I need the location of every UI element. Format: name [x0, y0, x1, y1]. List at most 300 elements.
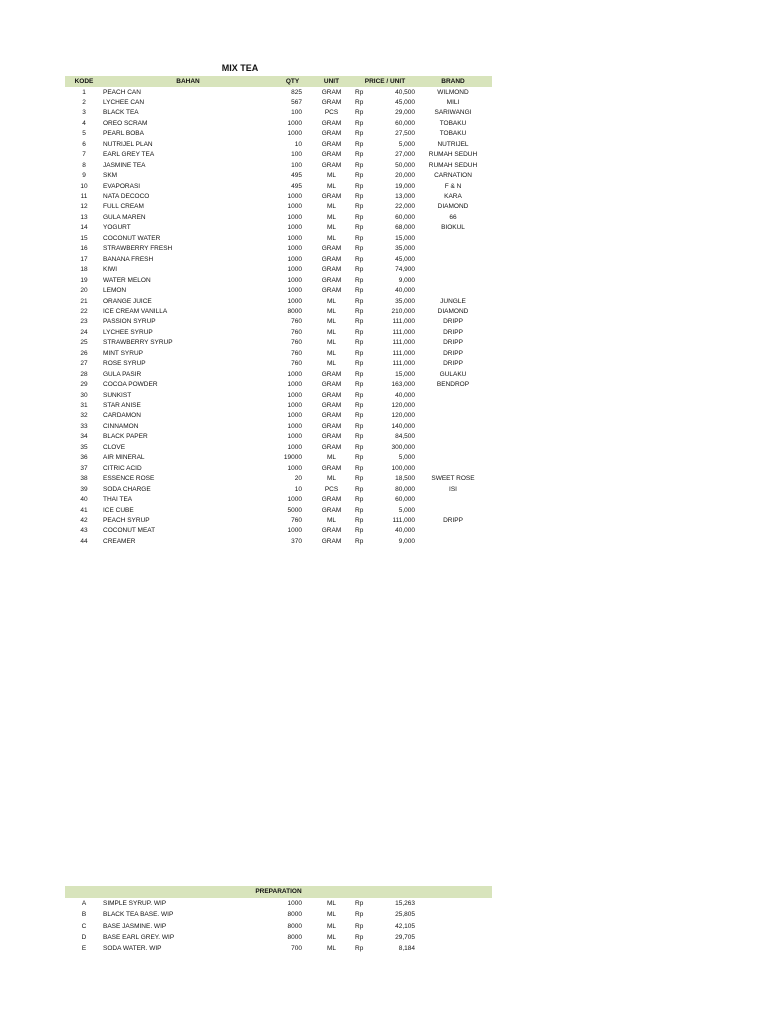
cell-kode: 35 [80, 443, 88, 451]
cell-kode: 4 [82, 119, 86, 127]
cell-unit: GRAM [321, 496, 342, 504]
cell-bahan: ESSENCE ROSE [103, 475, 155, 483]
table-row [65, 223, 492, 234]
table-row [65, 495, 492, 506]
cell-kode: C [81, 922, 87, 930]
sheet-title: MIX TEA [221, 63, 259, 73]
cell-price: 60,000 [395, 496, 415, 504]
table-row [65, 411, 492, 422]
cell-unit: ML [326, 328, 337, 336]
cell-unit: GRAM [321, 370, 342, 378]
header-kode: KODE [74, 78, 94, 85]
cell-currency: Rp [355, 433, 364, 441]
cell-bahan: NATA DECOCO [103, 193, 150, 200]
cell-bahan: ORANGE JUICE [103, 297, 152, 305]
table-row [65, 244, 492, 255]
cell-kode: 37 [80, 464, 88, 472]
cell-kode: 23 [80, 318, 88, 326]
cell-currency: Rp [355, 213, 364, 221]
cell-bahan: NUTRIJEL PLAN [103, 140, 153, 148]
cell-price: 5,000 [398, 454, 415, 462]
cell-unit: ML [326, 900, 337, 907]
cell-bahan: AIR MINERAL [103, 454, 145, 462]
table-row [65, 474, 492, 485]
cell-bahan: OREO SCRAM [103, 119, 148, 127]
cell-currency: Rp [355, 922, 364, 930]
cell-bahan: STRAWBERRY FRESH [103, 245, 173, 253]
cell-price: 84,500 [395, 433, 415, 441]
cell-kode: 39 [80, 485, 88, 493]
cell-currency: Rp [355, 119, 364, 127]
cell-price: 40,500 [395, 88, 415, 96]
cell-qty: 825 [291, 88, 302, 96]
table-row [65, 380, 492, 391]
cell-price: 68,000 [395, 224, 415, 232]
cell-price: 15,263 [395, 900, 415, 907]
cell-unit: GRAM [321, 88, 342, 96]
cell-brand: 66 [449, 213, 457, 221]
cell-kode: 20 [80, 287, 88, 295]
cell-unit: GRAM [321, 119, 342, 127]
cell-qty: 1000 [287, 391, 302, 399]
preparation-row [65, 922, 492, 933]
table-row [65, 286, 492, 297]
cell-price: 9,000 [398, 537, 415, 545]
cell-kode: 34 [80, 433, 88, 441]
cell-unit: ML [326, 475, 337, 483]
cell-brand: DRIPP [443, 349, 463, 357]
cell-currency: Rp [355, 422, 364, 430]
table-row [65, 359, 492, 370]
cell-unit: ML [326, 318, 337, 326]
cell-unit: GRAM [321, 527, 342, 535]
cell-brand: DRIPP [443, 318, 463, 326]
cell-kode: 17 [80, 255, 88, 263]
cell-brand: KARA [444, 193, 462, 200]
cell-currency: Rp [355, 266, 364, 274]
cell-qty: 1000 [287, 287, 302, 295]
cell-unit: ML [326, 360, 337, 368]
cell-price: 15,000 [395, 370, 415, 378]
cell-kode: 2 [82, 98, 86, 106]
cell-brand: RUMAH SEDUH [428, 161, 478, 169]
cell-unit: ML [326, 224, 337, 232]
cell-currency: Rp [355, 506, 364, 514]
header-bahan: BAHAN [176, 78, 200, 85]
cell-brand: JUNGLE [440, 297, 466, 305]
cell-kode: B [81, 911, 87, 919]
cell-brand: SWEET ROSE [431, 475, 475, 483]
cell-bahan: LEMON [103, 287, 127, 295]
cell-price: 13,000 [395, 193, 415, 200]
table-row [65, 526, 492, 537]
table-row [65, 537, 492, 548]
cell-price: 74,900 [395, 266, 415, 274]
cell-price: 15,000 [395, 234, 415, 242]
cell-bahan: STRAWBERRY SYRUP [103, 339, 173, 347]
cell-bahan: MINT SYRUP [103, 349, 143, 357]
table-row [65, 391, 492, 402]
cell-price: 140,000 [391, 422, 415, 430]
cell-price: 100,000 [391, 464, 415, 472]
cell-price: 5,000 [398, 140, 415, 148]
cell-bahan: PASSION SYRUP [103, 318, 156, 326]
cell-kode: 18 [80, 266, 88, 274]
cell-qty: 760 [291, 349, 302, 357]
cell-bahan: SODA WATER. WIP [103, 945, 162, 953]
cell-bahan: BASE JASMINE. WIP [103, 922, 167, 930]
cell-price: 40,000 [395, 527, 415, 535]
cell-bahan: GULA MAREN [103, 213, 146, 221]
cell-qty: 8000 [287, 307, 302, 315]
cell-unit: GRAM [321, 266, 342, 274]
cell-price: 27,500 [395, 130, 415, 138]
preparation-title: PREPARATION [255, 888, 302, 895]
cell-bahan: EVAPORASI [103, 182, 141, 190]
cell-currency: Rp [355, 109, 364, 117]
cell-price: 80,000 [395, 485, 415, 493]
table-header [65, 76, 492, 87]
cell-qty: 1000 [287, 496, 302, 504]
cell-unit: GRAM [321, 255, 342, 263]
cell-currency: Rp [355, 276, 364, 284]
cell-kode: 41 [80, 506, 88, 514]
cell-qty: 1000 [287, 433, 302, 441]
cell-price: 5,000 [398, 506, 415, 514]
cell-qty: 1000 [287, 130, 302, 138]
cell-price: 120,000 [391, 402, 415, 409]
cell-price: 42,105 [395, 922, 415, 930]
cell-currency: Rp [355, 297, 364, 305]
cell-currency: Rp [355, 527, 364, 535]
cell-currency: Rp [355, 360, 364, 368]
cell-unit: GRAM [321, 193, 342, 200]
preparation-row [65, 899, 492, 910]
cell-kode: 27 [80, 360, 88, 368]
table-row [65, 453, 492, 464]
cell-qty: 567 [291, 98, 302, 106]
cell-price: 35,000 [395, 245, 415, 253]
cell-currency: Rp [355, 182, 364, 190]
cell-brand: TOBAKU [439, 119, 467, 127]
cell-currency: Rp [355, 193, 364, 200]
cell-qty: 760 [291, 516, 302, 524]
table-row [65, 485, 492, 496]
cell-kode: 10 [80, 182, 88, 190]
cell-qty: 1000 [287, 900, 302, 907]
cell-kode: 16 [80, 245, 88, 253]
cell-bahan: YOGURT [103, 224, 131, 232]
cell-currency: Rp [355, 245, 364, 253]
cell-price: 9,000 [398, 276, 415, 284]
cell-unit: ML [326, 297, 337, 305]
cell-qty: 1000 [287, 464, 302, 472]
cell-bahan: CARDAMON [103, 412, 141, 420]
cell-unit: ML [326, 454, 337, 462]
cell-currency: Rp [355, 391, 364, 399]
cell-brand: BENDROP [436, 381, 470, 389]
cell-price: 111,000 [392, 360, 415, 368]
cell-price: 40,000 [395, 391, 415, 399]
cell-brand: RUMAH SEDUH [428, 151, 478, 159]
cell-brand: ISI [449, 485, 457, 493]
cell-price: 210,000 [391, 307, 415, 315]
table-row [65, 182, 492, 193]
cell-brand: BIOKUL [441, 224, 465, 232]
cell-qty: 495 [291, 182, 302, 190]
cell-qty: 8000 [287, 933, 302, 941]
cell-currency: Rp [355, 911, 364, 919]
cell-bahan: JASMINE TEA [103, 161, 146, 169]
table-row [65, 401, 492, 412]
cell-qty: 495 [291, 172, 302, 180]
cell-currency: Rp [355, 339, 364, 347]
table-row [65, 234, 492, 245]
header-unit: UNIT [323, 78, 340, 85]
cell-kode: 22 [80, 307, 88, 315]
cell-brand: DRIPP [443, 360, 463, 368]
cell-unit: ML [326, 945, 337, 953]
cell-unit: GRAM [321, 161, 342, 169]
cell-brand: F & N [444, 182, 462, 190]
cell-qty: 1000 [287, 370, 302, 378]
cell-qty: 1000 [287, 213, 302, 221]
cell-unit: ML [326, 516, 337, 524]
cell-bahan: CREAMER [103, 537, 136, 545]
cell-bahan: SIMPLE SYRUP. WIP [103, 900, 167, 907]
cell-unit: GRAM [321, 537, 342, 545]
cell-bahan: COCOA POWDER [103, 381, 158, 389]
cell-kode: 29 [80, 381, 88, 389]
cell-currency: Rp [355, 381, 364, 389]
table-row [65, 338, 492, 349]
cell-bahan: BANANA FRESH [103, 255, 154, 263]
cell-currency: Rp [355, 130, 364, 138]
cell-currency: Rp [355, 454, 364, 462]
cell-price: 29,000 [395, 109, 415, 117]
cell-brand: CARNATION [434, 172, 472, 180]
cell-qty: 1000 [287, 381, 302, 389]
cell-bahan: ROSE SYRUP [103, 360, 146, 368]
cell-currency: Rp [355, 402, 364, 409]
cell-currency: Rp [355, 151, 364, 159]
cell-bahan: CITRIC ACID [103, 464, 142, 472]
cell-kode: 9 [82, 172, 86, 180]
cell-unit: GRAM [321, 412, 342, 420]
cell-price: 18,500 [395, 475, 415, 483]
cell-bahan: COCONUT WATER [103, 234, 161, 242]
cell-currency: Rp [355, 475, 364, 483]
cell-qty: 20 [294, 475, 302, 483]
cell-unit: GRAM [321, 245, 342, 253]
cell-currency: Rp [355, 161, 364, 169]
table-row [65, 265, 492, 276]
table-row [65, 129, 492, 140]
cell-bahan: SODA CHARGE [103, 485, 151, 493]
cell-unit: GRAM [321, 506, 342, 514]
cell-qty: 1000 [287, 193, 302, 200]
cell-bahan: STAR ANISE [103, 402, 141, 409]
cell-bahan: WATER MELON [103, 276, 151, 284]
cell-kode: 7 [82, 151, 86, 159]
cell-bahan: THAI TEA [103, 496, 133, 504]
cell-qty: 1000 [287, 297, 302, 305]
cell-qty: 1000 [287, 422, 302, 430]
cell-price: 111,000 [392, 349, 415, 357]
cell-currency: Rp [355, 224, 364, 232]
table-row [65, 98, 492, 109]
cell-price: 111,000 [392, 318, 415, 326]
table-row [65, 202, 492, 213]
cell-bahan: COCONUT MEAT [103, 527, 156, 535]
cell-bahan: SUNKIST [103, 391, 132, 399]
cell-kode: 8 [82, 161, 86, 169]
cell-brand: TOBAKU [439, 130, 467, 138]
cell-unit: ML [326, 234, 337, 242]
cell-currency: Rp [355, 287, 364, 295]
cell-price: 45,000 [395, 98, 415, 106]
cell-currency: Rp [355, 464, 364, 472]
cell-price: 20,000 [395, 172, 415, 180]
cell-kode: 13 [80, 213, 88, 221]
header-price: PRICE / UNIT [364, 78, 406, 85]
cell-kode: 5 [82, 130, 86, 138]
cell-unit: ML [326, 307, 337, 315]
cell-qty: 100 [291, 109, 302, 117]
cell-price: 8,184 [398, 945, 415, 953]
cell-qty: 370 [291, 537, 302, 545]
cell-brand: NUTRIJEL [437, 140, 469, 148]
cell-brand: SARIWANGI [434, 109, 472, 117]
cell-qty: 10 [294, 485, 302, 493]
cell-currency: Rp [355, 234, 364, 242]
cell-kode: 6 [82, 140, 86, 148]
cell-currency: Rp [355, 900, 364, 907]
cell-unit: ML [326, 213, 337, 221]
cell-bahan: EARL GREY TEA [103, 151, 155, 159]
cell-kode: 40 [80, 496, 88, 504]
cell-bahan: PEACH CAN [103, 88, 141, 96]
cell-currency: Rp [355, 370, 364, 378]
cell-qty: 1000 [287, 266, 302, 274]
cell-qty: 19000 [283, 454, 302, 462]
cell-price: 40,000 [395, 287, 415, 295]
table-row [65, 349, 492, 360]
cell-kode: 36 [80, 454, 88, 462]
cell-currency: Rp [355, 328, 364, 336]
cell-currency: Rp [355, 496, 364, 504]
table-row [65, 192, 492, 203]
cell-currency: Rp [355, 98, 364, 106]
cell-bahan: FULL CREAM [103, 203, 144, 211]
table-row [65, 370, 492, 381]
table-row [65, 255, 492, 266]
table-row [65, 328, 492, 339]
cell-unit: GRAM [321, 443, 342, 451]
cell-qty: 1000 [287, 245, 302, 253]
cell-qty: 1000 [287, 276, 302, 284]
cell-bahan: ICE CREAM VANILLA [103, 307, 168, 315]
cell-qty: 1000 [287, 443, 302, 451]
cell-bahan: CINNAMON [103, 422, 139, 430]
cell-qty: 1000 [287, 412, 302, 420]
table-row [65, 317, 492, 328]
cell-bahan: LYCHEE SYRUP [103, 328, 153, 336]
table-row [65, 422, 492, 433]
table-row [65, 516, 492, 527]
cell-bahan: SKM [103, 172, 118, 180]
cell-unit: ML [326, 339, 337, 347]
cell-unit: GRAM [321, 464, 342, 472]
cell-kode: 3 [82, 109, 86, 117]
cell-kode: 21 [80, 297, 88, 305]
cell-qty: 1000 [287, 234, 302, 242]
cell-kode: D [81, 933, 87, 941]
cell-qty: 1000 [287, 527, 302, 535]
cell-bahan: CLOVE [103, 443, 126, 451]
cell-qty: 1000 [287, 119, 302, 127]
cell-brand: DRIPP [443, 339, 463, 347]
cell-unit: GRAM [321, 130, 342, 138]
cell-unit: GRAM [321, 276, 342, 284]
table-row [65, 307, 492, 318]
cell-unit: GRAM [321, 140, 342, 148]
cell-qty: 8000 [287, 922, 302, 930]
cell-bahan: ICE CUBE [103, 506, 134, 514]
cell-kode: 28 [80, 370, 88, 378]
cell-price: 22,000 [395, 203, 415, 211]
cell-currency: Rp [355, 318, 364, 326]
cell-price: 19,000 [395, 182, 415, 190]
cell-brand: GULAKU [439, 370, 467, 378]
cell-currency: Rp [355, 412, 364, 420]
cell-kode: 42 [80, 516, 88, 524]
preparation-row [65, 944, 492, 955]
header-brand: BRAND [441, 78, 465, 85]
cell-currency: Rp [355, 485, 364, 493]
cell-brand: DRIPP [443, 516, 463, 524]
cell-unit: PCS [324, 109, 339, 117]
cell-kode: 24 [80, 328, 88, 336]
cell-brand: DIAMOND [437, 307, 469, 315]
cell-currency: Rp [355, 537, 364, 545]
table-row [65, 506, 492, 517]
cell-kode: 26 [80, 349, 88, 357]
cell-bahan: BLACK TEA [103, 109, 139, 117]
table-row [65, 119, 492, 130]
cell-price: 300,000 [391, 443, 415, 451]
cell-unit: GRAM [321, 98, 342, 106]
table-row [65, 276, 492, 287]
cell-brand: DIAMOND [437, 203, 469, 211]
preparation-row [65, 933, 492, 944]
cell-unit: ML [326, 182, 337, 190]
cell-price: 120,000 [391, 412, 415, 420]
table-row [65, 213, 492, 224]
cell-unit: GRAM [321, 287, 342, 295]
cell-kode: 38 [80, 475, 88, 483]
cell-currency: Rp [355, 945, 364, 953]
cell-unit: GRAM [321, 381, 342, 389]
cell-price: 163,000 [391, 381, 415, 389]
cell-unit: PCS [324, 485, 339, 493]
cell-unit: ML [326, 933, 337, 941]
cell-currency: Rp [355, 933, 364, 941]
table-row [65, 464, 492, 475]
cell-unit: GRAM [321, 151, 342, 159]
cell-qty: 760 [291, 328, 302, 336]
cell-kode: E [81, 945, 87, 953]
